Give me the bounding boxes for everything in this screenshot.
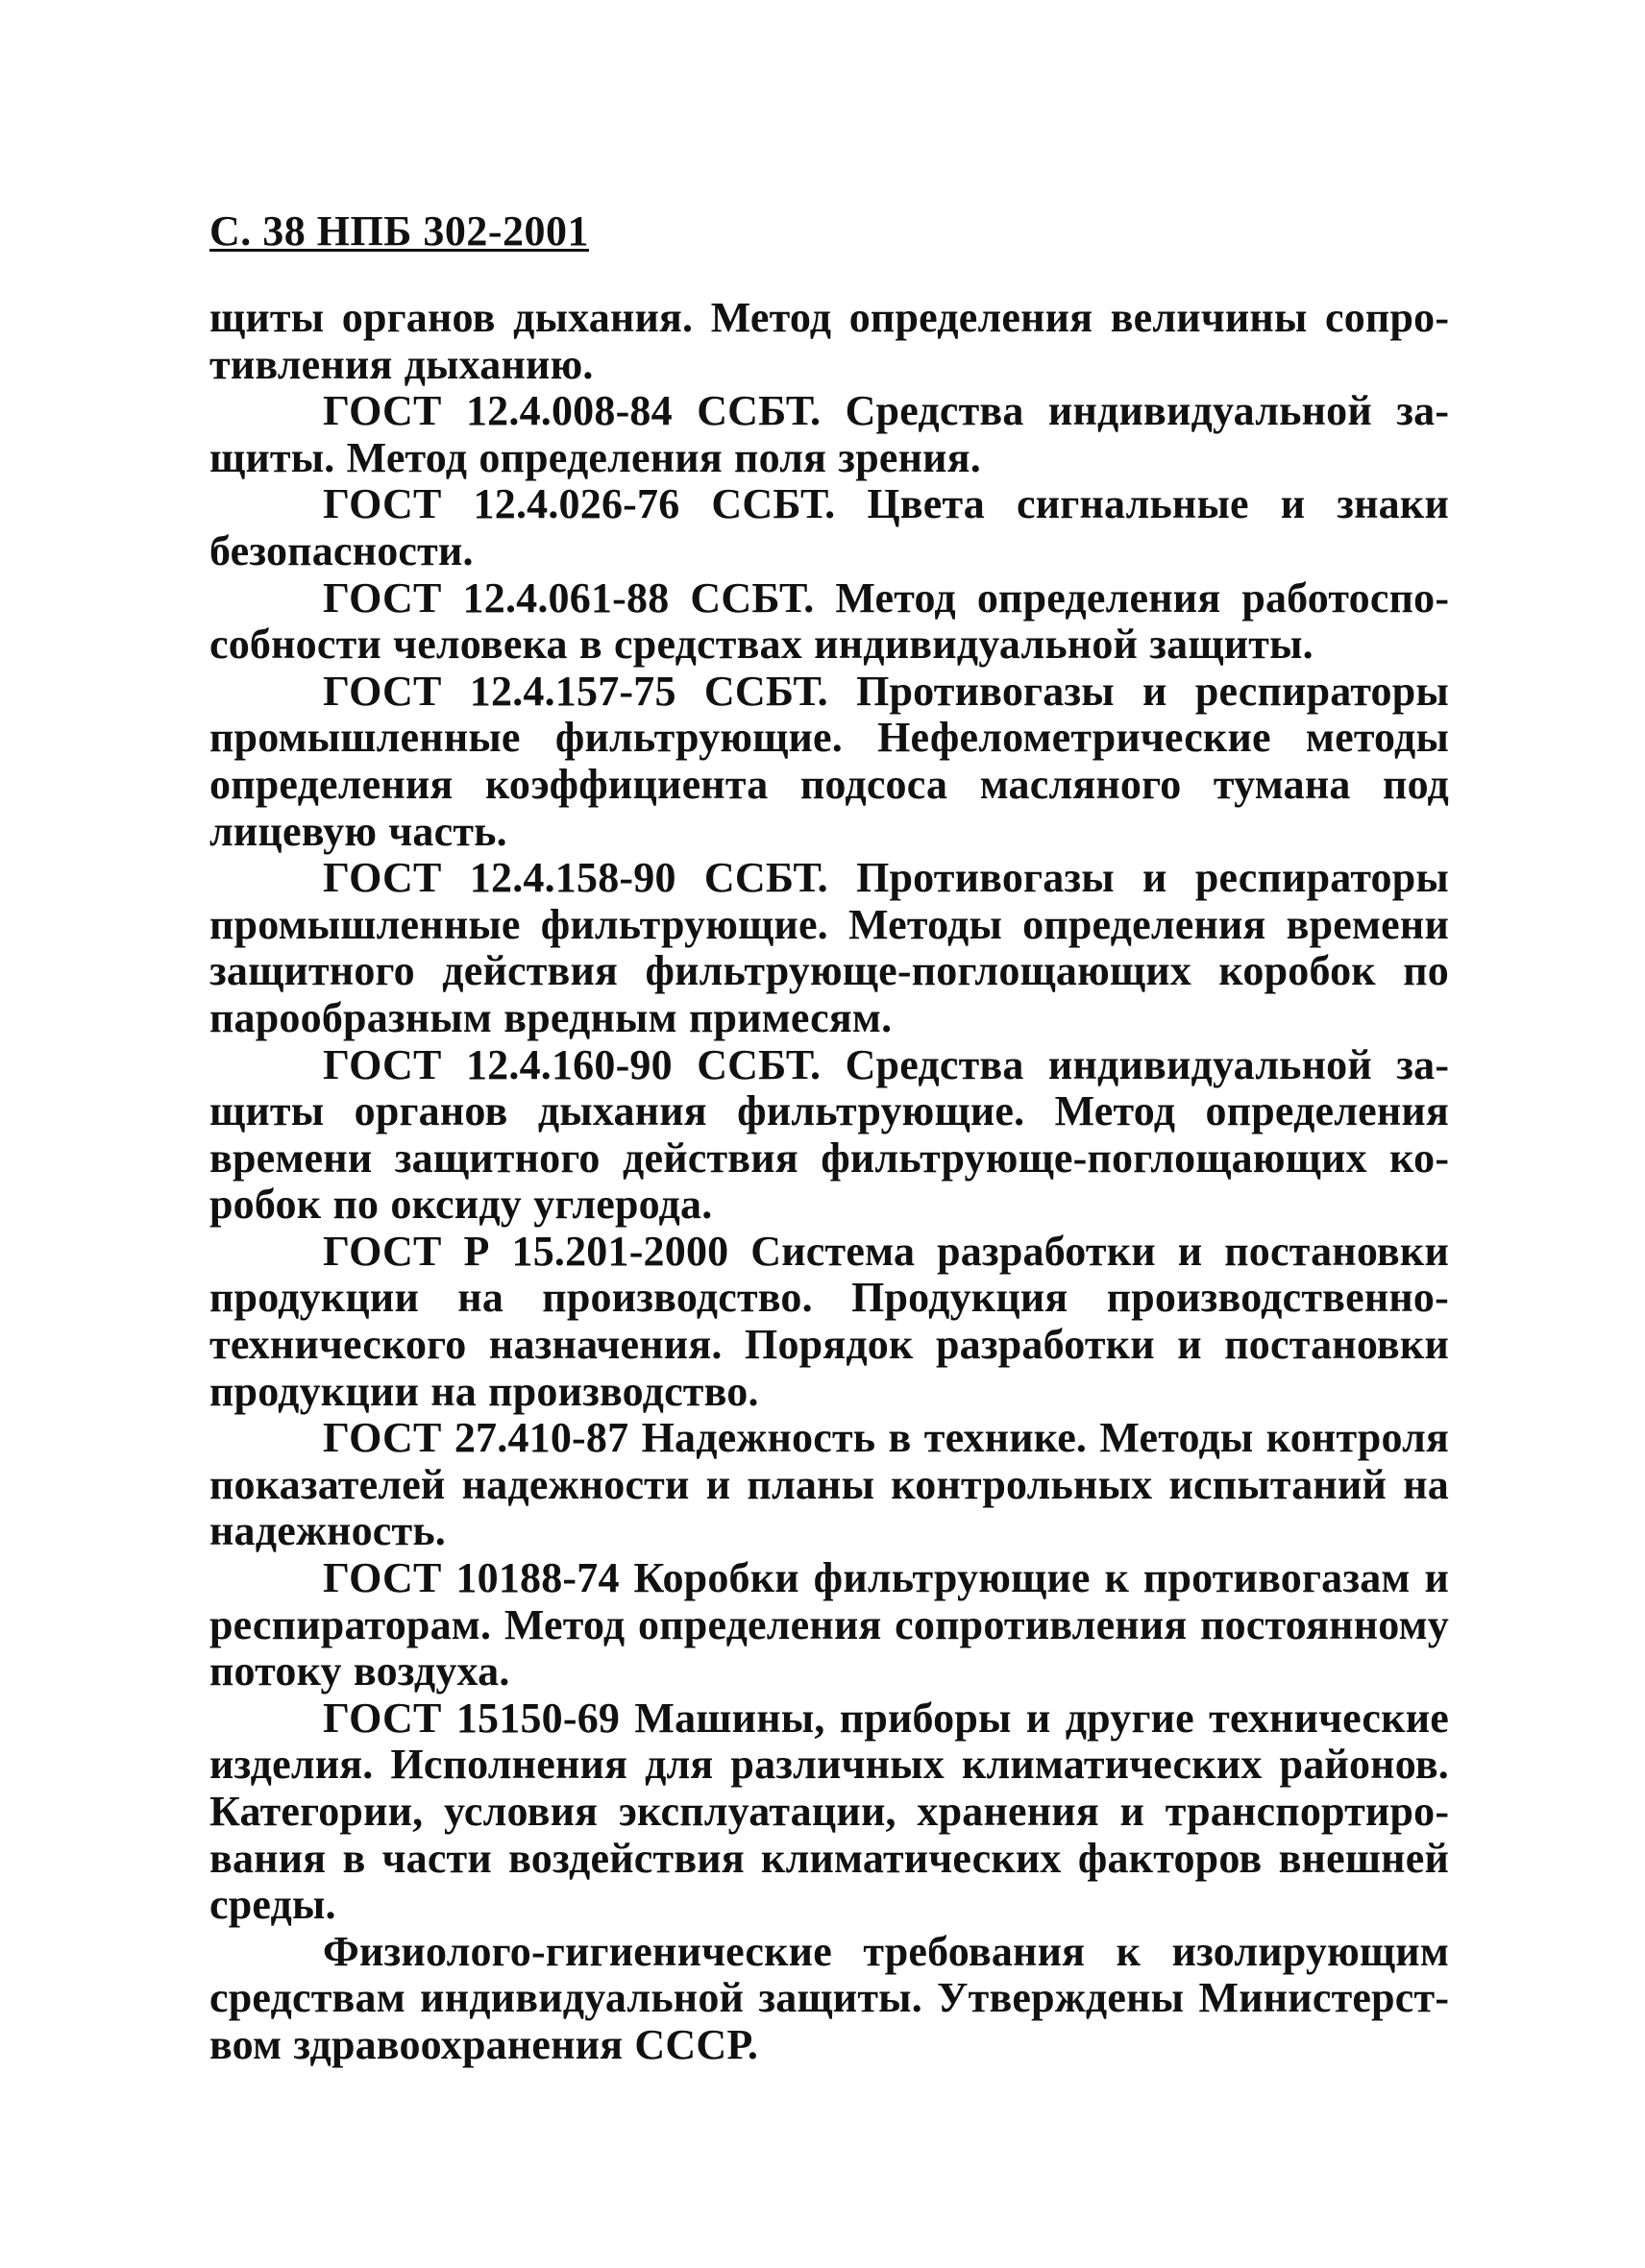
paragraph-continued: щиты органов дыхания. Метод определения величины сопротивления дыханию. [209, 294, 1449, 388]
page-header: С. 38 НПБ 302-2001 [209, 207, 589, 255]
paragraph-physiological-requirements: Физиолого-гигиенические требования к изолирующим средствам индивидуальной защиты. Утверждены Министерством здравоохранения СССР. [209, 1927, 1449, 2068]
paragraph-gost-12-4-026: ГОСТ 12.4.026-76 ССБТ. Цвета сигнальные и знаки безопасности. [209, 480, 1449, 574]
document-body [209, 295, 1449, 2069]
paragraph-gost-12-4-160: ГОСТ 12.4.160-90 ССБТ. Средства индивидуальной защиты органов дыхания фильтрующие. Метод определения времени защитного действия фильтрующе-поглощающих коробок по оксиду углерода. [209, 1040, 1449, 1229]
paragraph-gost-12-4-061: ГОСТ 12.4.061-88 ССБТ. Метод определения работоспособности человека в средствах индивидуальной защиты. [209, 573, 1449, 669]
paragraph-gost-12-4-157: ГОСТ 12.4.157-75 ССБТ. Противогазы и респираторы промышленные фильтрующие. Нефелометрические методы определения коэффициента подсоса масляного тумана под лицевую часть. [209, 667, 1449, 855]
paragraph-gost-12-4-008: ГОСТ 12.4.008-84 ССБТ. Средства индивидуальной защиты. Метод определения поля зрения. [209, 387, 1449, 481]
paragraph-gost-r-15-201: ГОСТ Р 15.201-2000 Система разработки и постановки продукции на производство. Продукция производственно-технического назначения. Порядок разработки и постановки продукции на производство. [209, 1227, 1449, 1415]
paragraph-gost-12-4-158: ГОСТ 12.4.158-90 ССБТ. Противогазы и респираторы промышленные фильтрующие. Методы определения времени защитного действия фильтрующе-поглощающих коробок по парообразным вредным примесям. [209, 854, 1449, 1041]
document-page [209, 207, 1449, 2069]
paragraph-gost-10188: ГОСТ 10188-74 Коробки фильтрующие к противогазам и респираторам. Метод определения сопротивления постоянному потоку воздуха. [209, 1554, 1449, 1695]
paragraph-gost-15150: ГОСТ 15150-69 Машины, приборы и другие технические изделия. Исполнения для различных климатических районов. Категории, условия эксплуатации, хранения и транспортирования в части воздействия климатических факторов внешней среды. [209, 1694, 1449, 1929]
paragraph-gost-27-410: ГОСТ 27.410-87 Надежность в технике. Методы контроля показателей надежности и планы контрольных испытаний на надежность. [209, 1414, 1449, 1555]
